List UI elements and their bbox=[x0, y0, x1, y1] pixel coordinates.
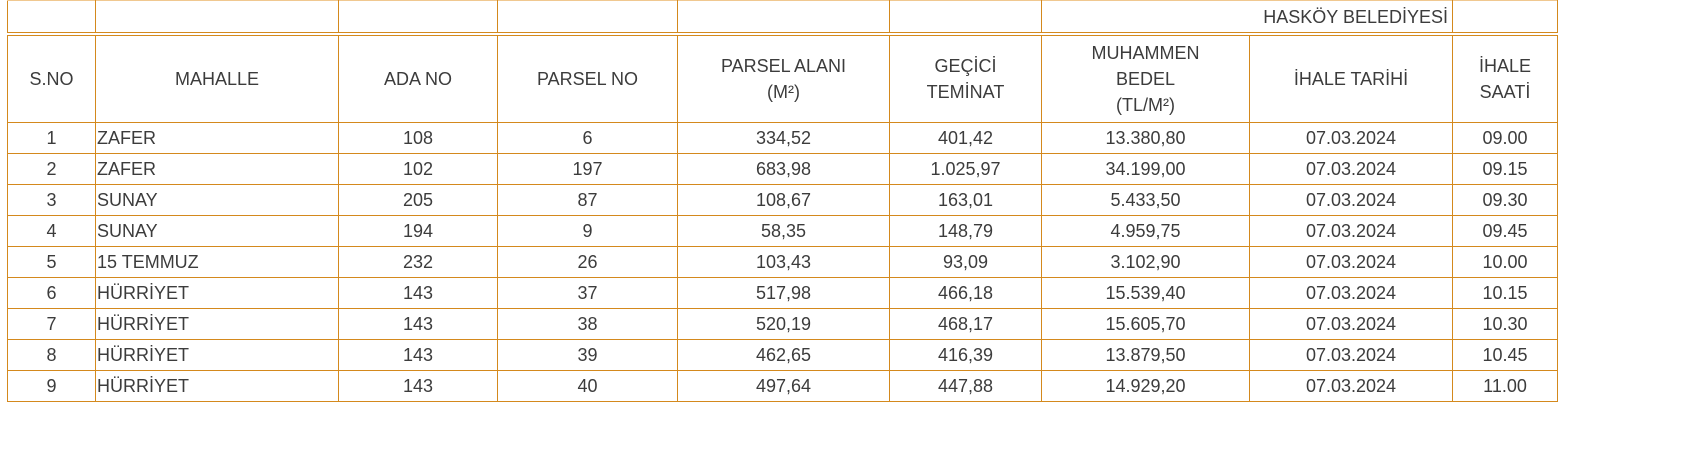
cell-mahalle: HÜRRİYET bbox=[96, 371, 339, 402]
cell-sno: 9 bbox=[8, 371, 96, 402]
cell-parsel-no: 37 bbox=[498, 278, 678, 309]
organization-title: HASKÖY BELEDİYESİ bbox=[1042, 1, 1453, 35]
cell-parsel-no: 40 bbox=[498, 371, 678, 402]
ihale-table bbox=[7, 0, 1558, 402]
cell-ihale-tarihi: 07.03.2024 bbox=[1250, 371, 1453, 402]
cell-parsel-no: 39 bbox=[498, 340, 678, 371]
cell-parsel-no: 9 bbox=[498, 216, 678, 247]
header-parsel-no: PARSEL NO bbox=[498, 34, 678, 123]
cell-muhammen-bedel: 34.199,00 bbox=[1042, 154, 1250, 185]
cell-gecici-teminat: 416,39 bbox=[890, 340, 1042, 371]
cell-muhammen-bedel: 14.929,20 bbox=[1042, 371, 1250, 402]
empty-cell bbox=[1453, 1, 1558, 35]
cell-ihale-saati: 11.00 bbox=[1453, 371, 1558, 402]
table-row bbox=[8, 371, 1558, 402]
cell-ada-no: 205 bbox=[339, 185, 498, 216]
cell-muhammen-bedel: 13.879,50 bbox=[1042, 340, 1250, 371]
cell-ihale-saati: 10.45 bbox=[1453, 340, 1558, 371]
cell-parsel-no: 38 bbox=[498, 309, 678, 340]
table-row bbox=[8, 185, 1558, 216]
cell-gecici-teminat: 1.025,97 bbox=[890, 154, 1042, 185]
cell-muhammen-bedel: 15.605,70 bbox=[1042, 309, 1250, 340]
cell-mahalle: ZAFER bbox=[96, 123, 339, 154]
header-gecici-teminat bbox=[890, 34, 1042, 123]
cell-ihale-tarihi: 07.03.2024 bbox=[1250, 123, 1453, 154]
header-ihale-saati-line1: İHALE bbox=[1478, 56, 1532, 76]
cell-mahalle: SUNAY bbox=[96, 216, 339, 247]
cell-ada-no: 102 bbox=[339, 154, 498, 185]
cell-parsel-alani: 103,43 bbox=[678, 247, 890, 278]
cell-sno: 4 bbox=[8, 216, 96, 247]
cell-gecici-teminat: 401,42 bbox=[890, 123, 1042, 154]
cell-mahalle: SUNAY bbox=[96, 185, 339, 216]
header-ihale-tarihi: İHALE TARİHİ bbox=[1250, 34, 1453, 123]
cell-mahalle: HÜRRİYET bbox=[96, 340, 339, 371]
cell-ada-no: 143 bbox=[339, 340, 498, 371]
table-row bbox=[8, 154, 1558, 185]
cell-ihale-saati: 09.00 bbox=[1453, 123, 1558, 154]
cell-parsel-alani: 58,35 bbox=[678, 216, 890, 247]
cell-ihale-tarihi: 07.03.2024 bbox=[1250, 154, 1453, 185]
cell-ada-no: 143 bbox=[339, 278, 498, 309]
table-row bbox=[8, 340, 1558, 371]
cell-sno: 3 bbox=[8, 185, 96, 216]
header-muhammen-line1: MUHAMMEN bbox=[1091, 43, 1200, 63]
empty-cell bbox=[8, 1, 96, 35]
table-row bbox=[8, 216, 1558, 247]
header-mahalle: MAHALLE bbox=[96, 34, 339, 123]
cell-gecici-teminat: 163,01 bbox=[890, 185, 1042, 216]
cell-ada-no: 194 bbox=[339, 216, 498, 247]
header-muhammen-line3: (TL/M²) bbox=[1116, 95, 1175, 115]
cell-parsel-alani: 683,98 bbox=[678, 154, 890, 185]
cell-parsel-alani: 334,52 bbox=[678, 123, 890, 154]
cell-ada-no: 232 bbox=[339, 247, 498, 278]
cell-gecici-teminat: 447,88 bbox=[890, 371, 1042, 402]
table-row bbox=[8, 309, 1558, 340]
cell-muhammen-bedel: 5.433,50 bbox=[1042, 185, 1250, 216]
cell-sno: 5 bbox=[8, 247, 96, 278]
cell-sno: 7 bbox=[8, 309, 96, 340]
header-gecici-line1: GEÇİCİ bbox=[934, 56, 997, 76]
header-sno: S.NO bbox=[8, 34, 96, 123]
cell-gecici-teminat: 148,79 bbox=[890, 216, 1042, 247]
cell-muhammen-bedel: 15.539,40 bbox=[1042, 278, 1250, 309]
cell-ihale-saati: 10.15 bbox=[1453, 278, 1558, 309]
empty-cell bbox=[890, 1, 1042, 35]
header-ihale-saati-line2: SAATİ bbox=[1479, 82, 1531, 102]
cell-parsel-no: 6 bbox=[498, 123, 678, 154]
cell-mahalle: HÜRRİYET bbox=[96, 309, 339, 340]
header-ada-no: ADA NO bbox=[339, 34, 498, 123]
cell-ihale-saati: 10.00 bbox=[1453, 247, 1558, 278]
header-muhammen-bedel bbox=[1042, 34, 1250, 123]
cell-ihale-tarihi: 07.03.2024 bbox=[1250, 216, 1453, 247]
cell-ada-no: 108 bbox=[339, 123, 498, 154]
cell-muhammen-bedel: 13.380,80 bbox=[1042, 123, 1250, 154]
title-row bbox=[8, 1, 1558, 35]
cell-ihale-saati: 10.30 bbox=[1453, 309, 1558, 340]
cell-muhammen-bedel: 4.959,75 bbox=[1042, 216, 1250, 247]
cell-parsel-alani: 108,67 bbox=[678, 185, 890, 216]
cell-ada-no: 143 bbox=[339, 309, 498, 340]
cell-ihale-tarihi: 07.03.2024 bbox=[1250, 185, 1453, 216]
table-row bbox=[8, 123, 1558, 154]
cell-ihale-tarihi: 07.03.2024 bbox=[1250, 247, 1453, 278]
cell-parsel-alani: 517,98 bbox=[678, 278, 890, 309]
cell-parsel-alani: 520,19 bbox=[678, 309, 890, 340]
header-ihale-saati bbox=[1453, 34, 1558, 123]
header-row bbox=[8, 34, 1558, 123]
cell-ihale-saati: 09.45 bbox=[1453, 216, 1558, 247]
empty-cell bbox=[498, 1, 678, 35]
cell-parsel-no: 26 bbox=[498, 247, 678, 278]
cell-mahalle: 15 TEMMUZ bbox=[96, 247, 339, 278]
cell-parsel-alani: 462,65 bbox=[678, 340, 890, 371]
cell-sno: 2 bbox=[8, 154, 96, 185]
cell-ada-no: 143 bbox=[339, 371, 498, 402]
table-row bbox=[8, 278, 1558, 309]
empty-cell bbox=[339, 1, 498, 35]
cell-gecici-teminat: 468,17 bbox=[890, 309, 1042, 340]
cell-parsel-alani: 497,64 bbox=[678, 371, 890, 402]
cell-ihale-tarihi: 07.03.2024 bbox=[1250, 278, 1453, 309]
cell-mahalle: HÜRRİYET bbox=[96, 278, 339, 309]
cell-ihale-saati: 09.30 bbox=[1453, 185, 1558, 216]
table-row bbox=[8, 247, 1558, 278]
cell-muhammen-bedel: 3.102,90 bbox=[1042, 247, 1250, 278]
cell-ihale-saati: 09.15 bbox=[1453, 154, 1558, 185]
header-parsel-alani bbox=[678, 34, 890, 123]
header-parsel-alani-line1: PARSEL ALANI bbox=[720, 56, 847, 76]
cell-gecici-teminat: 93,09 bbox=[890, 247, 1042, 278]
cell-mahalle: ZAFER bbox=[96, 154, 339, 185]
cell-gecici-teminat: 466,18 bbox=[890, 278, 1042, 309]
cell-parsel-no: 87 bbox=[498, 185, 678, 216]
cell-ihale-tarihi: 07.03.2024 bbox=[1250, 340, 1453, 371]
empty-cell bbox=[678, 1, 890, 35]
cell-parsel-no: 197 bbox=[498, 154, 678, 185]
cell-sno: 6 bbox=[8, 278, 96, 309]
header-muhammen-line2: BEDEL bbox=[1115, 69, 1176, 89]
header-parsel-alani-line2: (M²) bbox=[767, 82, 800, 102]
empty-cell bbox=[96, 1, 339, 35]
cell-sno: 8 bbox=[8, 340, 96, 371]
cell-ihale-tarihi: 07.03.2024 bbox=[1250, 309, 1453, 340]
cell-sno: 1 bbox=[8, 123, 96, 154]
header-gecici-line2: TEMİNAT bbox=[926, 82, 1005, 102]
